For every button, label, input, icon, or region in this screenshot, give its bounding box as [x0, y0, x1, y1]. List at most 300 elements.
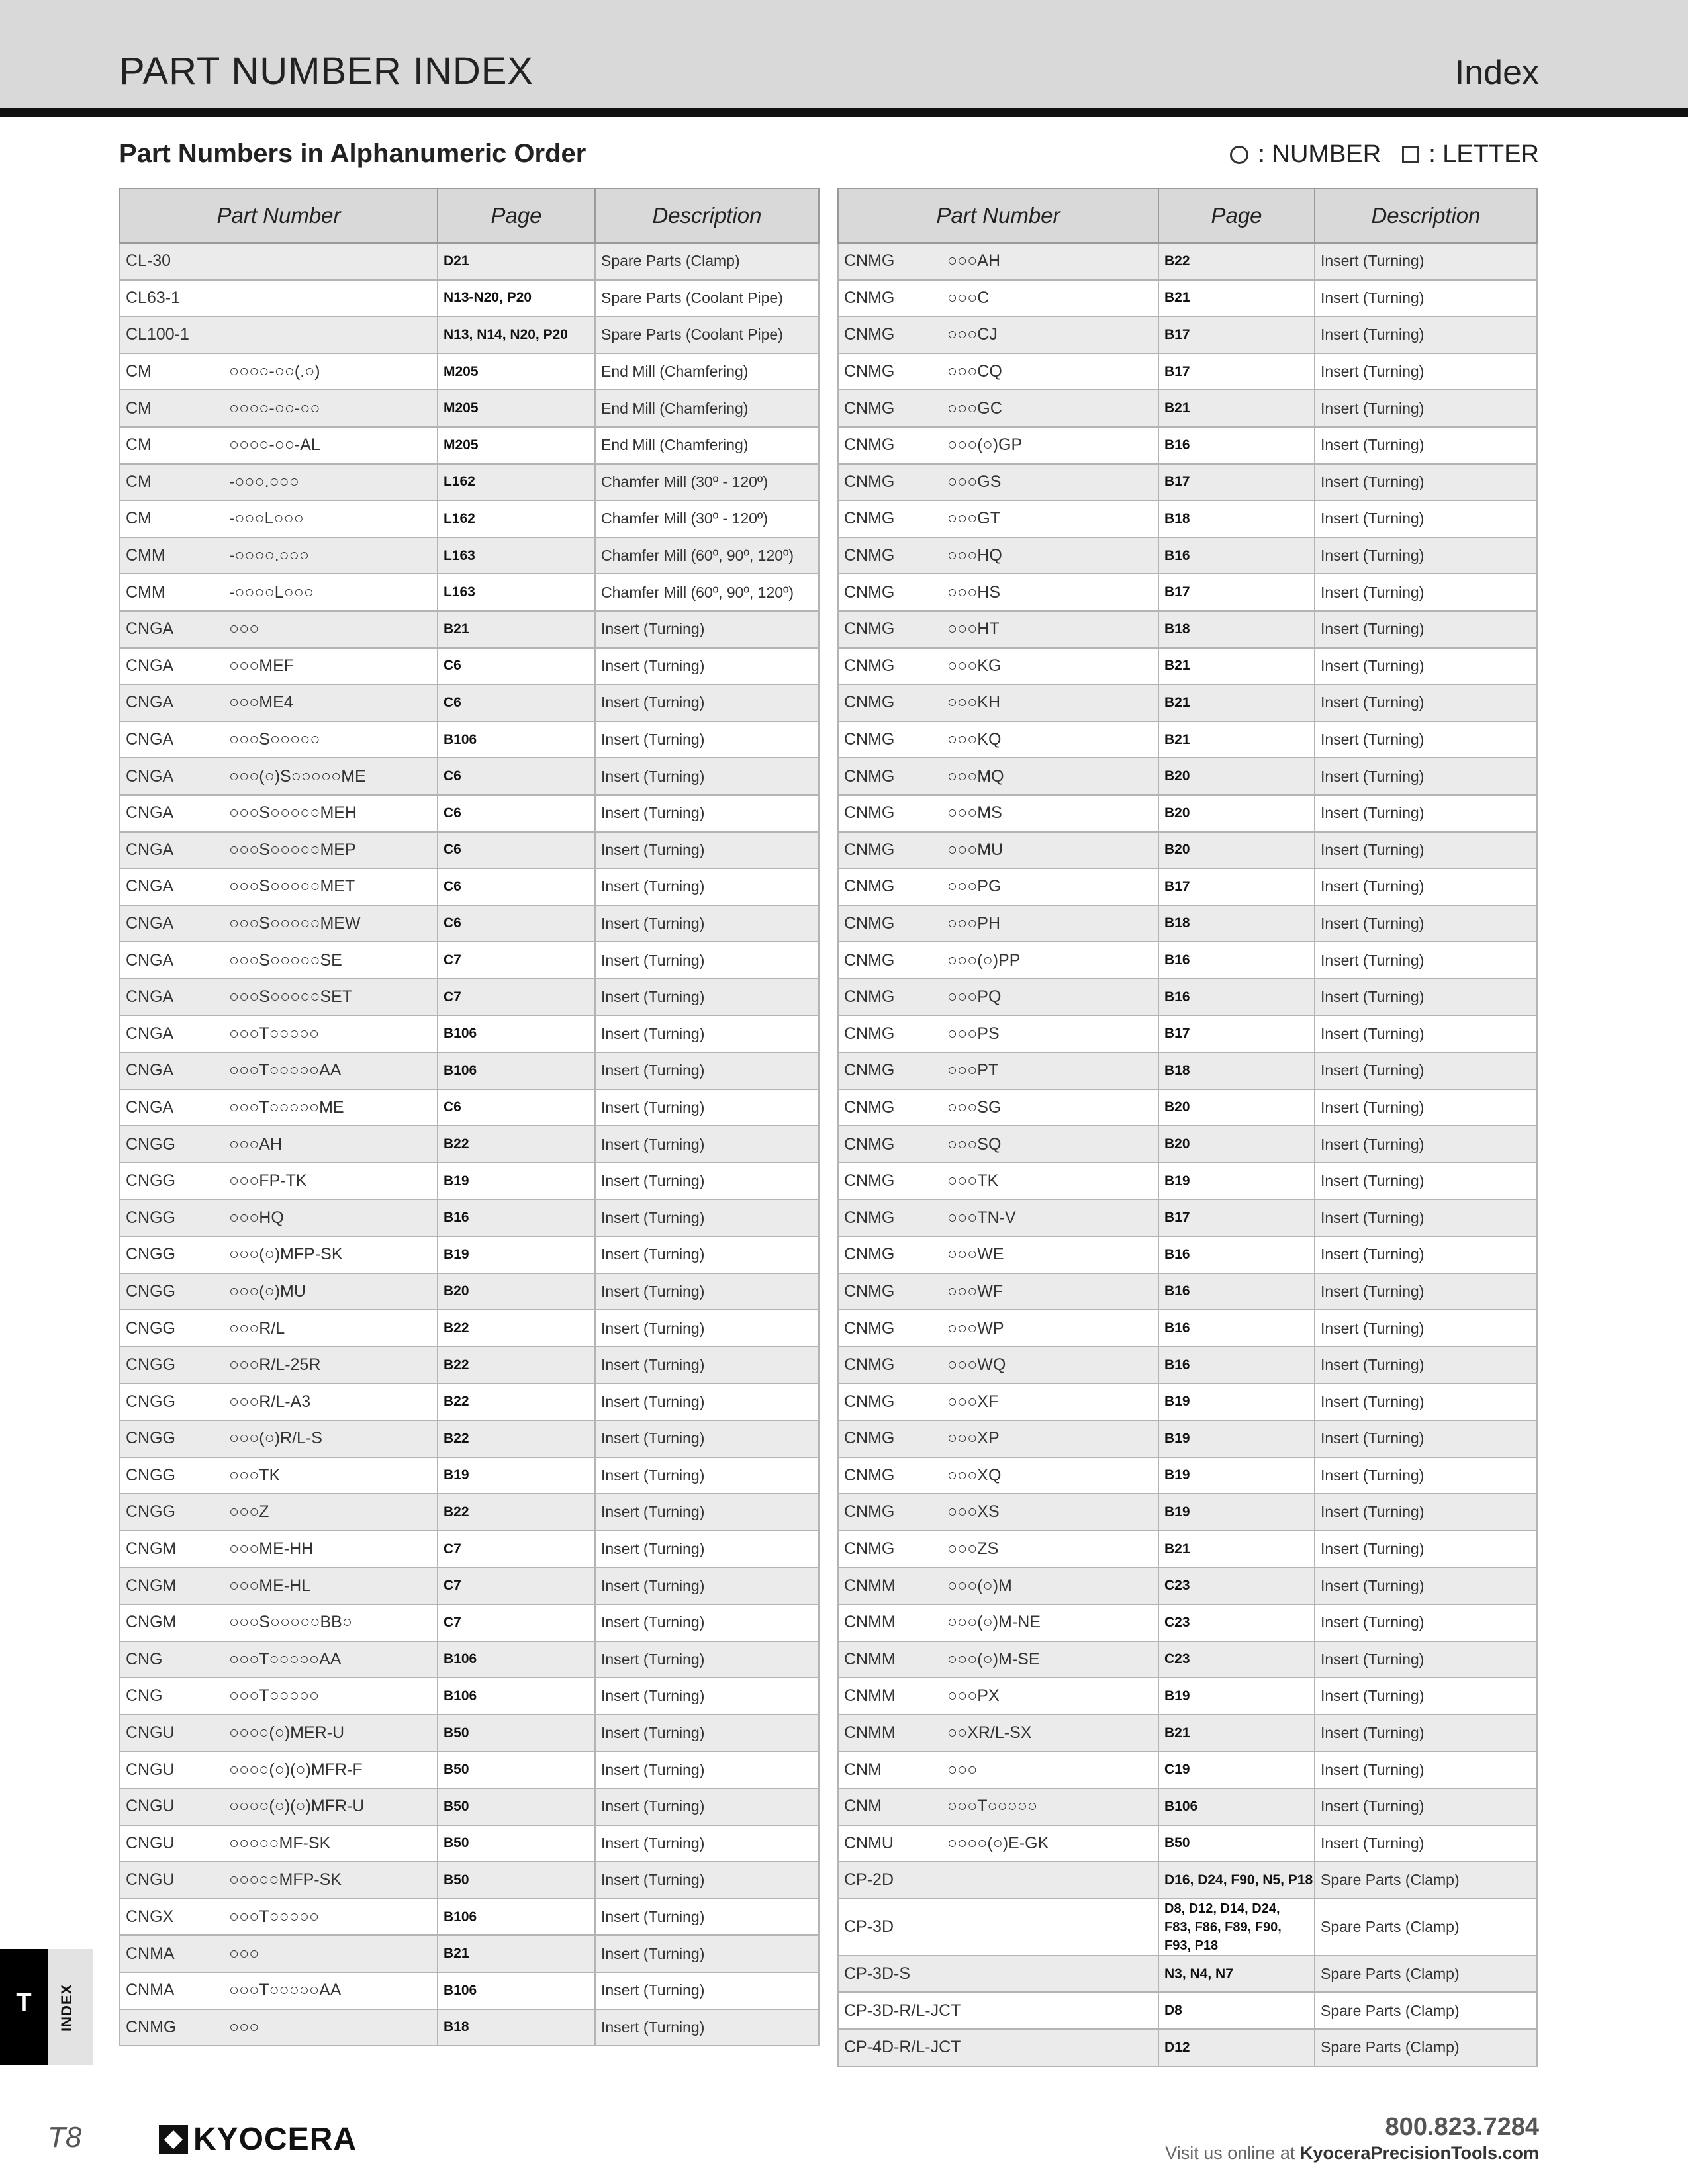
part-prefix: CNMG [844, 1502, 895, 1522]
description-cell: Insert (Turning) [1315, 537, 1537, 574]
table-row [120, 1163, 819, 1200]
part-suffix: ○○○(○)S○○○○○ME [229, 766, 366, 786]
part-suffix: ○○○S○○○○○MET [229, 877, 355, 896]
part-prefix: CNG [126, 1686, 163, 1706]
description-cell: Spare Parts (Clamp) [595, 243, 819, 280]
part-suffix: ○○○PT [947, 1061, 999, 1080]
kyocera-logo [159, 2121, 357, 2158]
page-cell: B17 [1158, 316, 1315, 353]
part-suffix: -○○○L○○○ [229, 509, 304, 528]
description-cell: Insert (Turning) [595, 684, 819, 721]
part-prefix: CNGU [126, 1833, 175, 1852]
description-cell: Chamfer Mill (30º - 120º) [595, 500, 819, 537]
part-prefix: CNMG [844, 288, 895, 307]
table-row [120, 1862, 819, 1899]
page-cell: C6 [438, 1089, 595, 1126]
part-number-cell [838, 1641, 1158, 1678]
description-cell: End Mill (Chamfering) [595, 390, 819, 427]
part-number-cell [838, 1825, 1158, 1862]
description-cell: Insert (Turning) [1315, 464, 1537, 501]
description-cell: Insert (Turning) [595, 611, 819, 648]
page-cell: C7 [438, 1567, 595, 1604]
part-suffix: -○○○○L○○○ [229, 582, 314, 602]
part-suffix: ○○○XF [947, 1392, 999, 1411]
part-prefix: CP-3D-R/L-JCT [844, 2001, 961, 2020]
table-row [120, 2009, 819, 2046]
table-row [838, 1678, 1537, 1715]
part-prefix: CNMG [844, 730, 895, 749]
part-prefix: CNMG [844, 693, 895, 712]
part-prefix: CNGG [126, 1281, 175, 1300]
part-number-cell [120, 1567, 438, 1604]
description-cell: Insert (Turning) [595, 979, 819, 1016]
part-prefix: CNGG [126, 1429, 175, 1448]
part-prefix: CNGA [126, 1097, 174, 1116]
part-number-cell [838, 1126, 1158, 1163]
part-number-cell [120, 1935, 438, 1972]
page-cell: B20 [1158, 758, 1315, 795]
part-suffix: ○○○T○○○○○ [229, 1686, 320, 1706]
table-row [838, 758, 1537, 795]
table-row [838, 1310, 1537, 1347]
table-row [838, 1992, 1537, 2029]
part-suffix: ○○○HS [947, 582, 1001, 602]
part-suffix: ○○○○-○○-○○ [229, 398, 320, 418]
side-tab-letter: T [16, 1989, 32, 2017]
part-number-cell [120, 1531, 438, 1568]
part-suffix: ○○○MU [947, 840, 1004, 859]
page-cell: B19 [1158, 1420, 1315, 1457]
table-row [120, 1604, 819, 1641]
description-cell: Insert (Turning) [595, 1862, 819, 1899]
part-suffix: ○○○ [229, 1944, 259, 1963]
table-row [838, 1862, 1537, 1899]
page-cell: B106 [438, 721, 595, 758]
table-row [120, 280, 819, 317]
part-prefix: CNMM [844, 1613, 896, 1632]
table-row [120, 1273, 819, 1310]
description-cell: Insert (Turning) [1315, 1567, 1537, 1604]
page-cell: B16 [1158, 537, 1315, 574]
table-row [838, 1126, 1537, 1163]
part-prefix: CNGG [126, 1465, 175, 1484]
description-cell: Insert (Turning) [1315, 1347, 1537, 1384]
description-cell: Insert (Turning) [1315, 1715, 1537, 1752]
part-number-cell [120, 832, 438, 869]
table-row [120, 1457, 819, 1494]
page-cell: N13-N20, P20 [438, 280, 595, 317]
part-suffix: -○○○.○○○ [229, 472, 299, 491]
description-cell: Chamfer Mill (60º, 90º, 120º) [595, 537, 819, 574]
page-cell: B18 [1158, 1052, 1315, 1089]
part-prefix: CP-2D [844, 1870, 894, 1889]
part-prefix: CNM [844, 1797, 882, 1816]
page-cell: B20 [1158, 795, 1315, 832]
part-number-cell [120, 316, 438, 353]
part-number-cell [120, 427, 438, 464]
part-number-cell [838, 1089, 1158, 1126]
description-cell: Insert (Turning) [1315, 942, 1537, 979]
description-cell: Insert (Turning) [595, 905, 819, 942]
table-row [120, 1015, 819, 1052]
table-row [120, 942, 819, 979]
page-cell: B21 [1158, 1531, 1315, 1568]
phone-number: 800.823.7284 [1385, 2113, 1539, 2141]
description-cell: Insert (Turning) [595, 1347, 819, 1384]
part-number-cell [838, 1383, 1158, 1420]
table-row [838, 1015, 1537, 1052]
page-cell: B17 [1158, 353, 1315, 390]
page-cell: M205 [438, 427, 595, 464]
description-cell: Insert (Turning) [595, 1715, 819, 1752]
part-number-cell [120, 1236, 438, 1273]
part-prefix: CNMU [844, 1833, 894, 1852]
page-cell: D8, D12, D14, D24, F83, F86, F89, F90, F93, P18 [1158, 1899, 1315, 1956]
part-suffix: ○○○GC [947, 398, 1002, 418]
description-cell: Insert (Turning) [1315, 1273, 1537, 1310]
part-number-cell [838, 721, 1158, 758]
page-cell: B106 [438, 1678, 595, 1715]
table-row [838, 868, 1537, 905]
part-prefix: CM [126, 509, 152, 528]
page-cell: B106 [438, 1015, 595, 1052]
part-prefix: CNMG [844, 398, 895, 418]
table-row [120, 353, 819, 390]
description-cell: Spare Parts (Clamp) [1315, 2029, 1537, 2066]
description-cell: Spare Parts (Clamp) [1315, 1862, 1537, 1899]
visit-prefix: Visit us online at [1165, 2143, 1295, 2163]
description-cell: Insert (Turning) [595, 1199, 819, 1236]
page-cell: C23 [1158, 1567, 1315, 1604]
part-prefix: CNGG [126, 1245, 175, 1264]
left-index-table [119, 188, 820, 2046]
table-header-row [120, 189, 819, 243]
page-cell: B106 [438, 1052, 595, 1089]
part-prefix: CNMG [844, 766, 895, 786]
page-cell: B16 [1158, 979, 1315, 1016]
table-row [120, 758, 819, 795]
part-suffix: ○○○TK [229, 1465, 281, 1484]
description-cell: Insert (Turning) [1315, 1678, 1537, 1715]
part-number-cell [120, 979, 438, 1016]
description-cell: Insert (Turning) [595, 1089, 819, 1126]
description-cell: Insert (Turning) [1315, 1199, 1537, 1236]
table-row [838, 1163, 1537, 1200]
description-cell: Insert (Turning) [595, 1015, 819, 1052]
table-row [838, 1494, 1537, 1531]
page-cell: L163 [438, 574, 595, 611]
part-suffix: ○○○T○○○○○ [229, 1907, 320, 1927]
page-cell: B17 [1158, 1015, 1315, 1052]
table-row [838, 1273, 1537, 1310]
page-cell: B22 [438, 1126, 595, 1163]
table-row [120, 1126, 819, 1163]
part-number-cell [838, 1567, 1158, 1604]
page-cell: B16 [1158, 427, 1315, 464]
part-suffix: ○○○○(○)(○)MFR-F [229, 1760, 363, 1779]
part-suffix: ○○○AH [947, 251, 1001, 271]
page-cell: B17 [1158, 574, 1315, 611]
table-row [120, 500, 819, 537]
table-row [120, 1494, 819, 1531]
table-row [838, 1751, 1537, 1788]
part-prefix: CNGU [126, 1797, 175, 1816]
part-suffix: ○○○ [947, 1760, 978, 1779]
description-cell: End Mill (Chamfering) [595, 353, 819, 390]
page-cell: B106 [438, 1641, 595, 1678]
page-cell: B16 [1158, 942, 1315, 979]
table-row [838, 1236, 1537, 1273]
table-row [120, 316, 819, 353]
column-header-description: Description [595, 189, 819, 243]
part-prefix: CNMG [844, 1097, 895, 1116]
page-cell: B50 [438, 1825, 595, 1862]
part-prefix: CNMM [844, 1686, 896, 1706]
part-suffix: ○○○○-○○-AL [229, 435, 320, 455]
column-header-part-number: Part Number [838, 189, 1158, 243]
description-cell: Insert (Turning) [595, 1310, 819, 1347]
right-index-table [837, 188, 1538, 2067]
page-cell: B16 [438, 1199, 595, 1236]
part-number-cell [120, 353, 438, 390]
part-suffix: ○○○WF [947, 1281, 1004, 1300]
part-prefix: CNMM [844, 1576, 896, 1595]
part-prefix: CNMG [844, 1024, 895, 1043]
part-number-cell [120, 500, 438, 537]
table-row [838, 905, 1537, 942]
part-number-cell [120, 464, 438, 501]
part-prefix: CNMG [126, 2017, 177, 2036]
part-suffix: ○○○SQ [947, 1134, 1002, 1154]
page-cell: B21 [1158, 1715, 1315, 1752]
table-header-row [838, 189, 1537, 243]
part-suffix: ○○○S○○○○○BB○ [229, 1613, 352, 1632]
table-row [838, 1899, 1537, 1956]
page-cell: B20 [1158, 832, 1315, 869]
description-cell: Spare Parts (Coolant Pipe) [595, 280, 819, 317]
description-cell: End Mill (Chamfering) [595, 427, 819, 464]
table-row [120, 427, 819, 464]
part-suffix: -○○○○.○○○ [229, 546, 309, 565]
part-prefix: CM [126, 472, 152, 491]
part-number-cell [838, 795, 1158, 832]
part-number-cell [838, 1751, 1158, 1788]
part-suffix: ○○○PH [947, 913, 1001, 933]
description-cell: Insert (Turning) [595, 1604, 819, 1641]
side-tab-word: INDEX [58, 1983, 75, 2032]
table-row [120, 574, 819, 611]
part-suffix: ○○○S○○○○○MEW [229, 913, 361, 933]
part-prefix: CNMG [844, 1245, 895, 1264]
part-prefix: CP-3D-S [844, 1964, 911, 1983]
description-cell: Insert (Turning) [1315, 1788, 1537, 1825]
part-number-cell [838, 1788, 1158, 1825]
page-cell: B106 [438, 1972, 595, 2009]
table-row [120, 648, 819, 685]
part-number-cell [120, 721, 438, 758]
description-cell: Insert (Turning) [1315, 500, 1537, 537]
part-prefix: CNMG [844, 1208, 895, 1227]
part-suffix: ○○○WQ [947, 1355, 1006, 1375]
part-prefix: CNMG [844, 1171, 895, 1191]
part-prefix: CNGA [126, 840, 174, 859]
part-suffix: ○○○○-○○(.○) [229, 362, 320, 381]
page-cell: B50 [438, 1862, 595, 1899]
page-number: T8 [48, 2121, 82, 2154]
part-number-cell [838, 500, 1158, 537]
part-number-cell [120, 611, 438, 648]
description-cell: Insert (Turning) [1315, 1383, 1537, 1420]
page-cell: C7 [438, 979, 595, 1016]
table-row [120, 868, 819, 905]
description-cell: Insert (Turning) [1315, 1015, 1537, 1052]
page-cell: B19 [438, 1163, 595, 1200]
part-number-cell [838, 611, 1158, 648]
part-prefix: CNMG [844, 325, 895, 344]
part-number-cell [838, 942, 1158, 979]
description-cell: Insert (Turning) [1315, 1641, 1537, 1678]
table-row [838, 1825, 1537, 1862]
part-prefix: CNGG [126, 1502, 175, 1522]
part-prefix: CNGA [126, 1061, 174, 1080]
part-prefix: CNGM [126, 1539, 177, 1559]
part-suffix: ○○○HQ [947, 546, 1002, 565]
part-prefix: CNMG [844, 582, 895, 602]
part-prefix: CNMG [844, 1539, 895, 1559]
part-prefix: CNMG [844, 803, 895, 823]
part-number-cell [120, 2009, 438, 2046]
legend-letter-label: : LETTER [1429, 140, 1539, 168]
description-cell: Insert (Turning) [1315, 1236, 1537, 1273]
page-cell: L162 [438, 464, 595, 501]
part-number-cell [120, 1052, 438, 1089]
part-prefix: CNMG [844, 546, 895, 565]
table-row [120, 979, 819, 1016]
table-row [120, 390, 819, 427]
part-suffix: ○○○FP-TK [229, 1171, 307, 1191]
part-suffix: ○○○C [947, 288, 990, 307]
part-number-cell [838, 1236, 1158, 1273]
description-cell: Insert (Turning) [595, 1494, 819, 1531]
description-cell: Insert (Turning) [1315, 1531, 1537, 1568]
part-number-cell [838, 464, 1158, 501]
table-row [838, 1956, 1537, 1993]
table-row [120, 721, 819, 758]
page-cell: C19 [1158, 1751, 1315, 1788]
part-suffix: ○○○KG [947, 656, 1002, 675]
part-number-cell [838, 1531, 1158, 1568]
part-prefix: CM [126, 398, 152, 418]
table-row [838, 353, 1537, 390]
description-cell: Insert (Turning) [1315, 611, 1537, 648]
part-prefix: CNMA [126, 1944, 175, 1963]
part-number-cell [120, 905, 438, 942]
table-row [838, 1604, 1537, 1641]
column-header-part-number: Part Number [120, 189, 438, 243]
table-row [838, 280, 1537, 317]
page-cell: B21 [1158, 280, 1315, 317]
part-prefix: CNMM [844, 1723, 896, 1743]
page-cell: B22 [1158, 243, 1315, 280]
part-prefix: CNGA [126, 803, 174, 823]
table-row [120, 537, 819, 574]
description-cell: Insert (Turning) [1315, 1751, 1537, 1788]
part-suffix: ○○○S○○○○○MEP [229, 840, 356, 859]
part-prefix: CL100-1 [126, 325, 189, 344]
description-cell: Insert (Turning) [1315, 390, 1537, 427]
part-number-cell [120, 1972, 438, 2009]
part-number-cell [838, 684, 1158, 721]
description-cell: Insert (Turning) [1315, 1089, 1537, 1126]
description-cell: Insert (Turning) [1315, 868, 1537, 905]
page-cell: B17 [1158, 464, 1315, 501]
part-suffix: ○○○S○○○○○SE [229, 950, 342, 970]
part-prefix: CNMA [126, 1981, 175, 2000]
part-prefix: CNMG [844, 619, 895, 639]
part-prefix: CL63-1 [126, 288, 180, 307]
page-cell: B21 [1158, 721, 1315, 758]
part-number-cell [120, 1899, 438, 1936]
page-cell: N13, N14, N20, P20 [438, 316, 595, 353]
part-suffix: ○○○XS [947, 1502, 1000, 1522]
page-cell: B21 [1158, 684, 1315, 721]
part-suffix: ○○○GS [947, 472, 1002, 491]
description-cell: Insert (Turning) [1315, 353, 1537, 390]
table-row [120, 464, 819, 501]
description-cell: Insert (Turning) [595, 868, 819, 905]
description-cell: Insert (Turning) [1315, 758, 1537, 795]
part-number-cell [838, 1956, 1158, 1993]
part-prefix: CNMG [844, 1392, 895, 1411]
table-row [838, 1457, 1537, 1494]
column-header-page: Page [1158, 189, 1315, 243]
page-cell: B22 [438, 1420, 595, 1457]
table-row [838, 2029, 1537, 2066]
page-cell: L163 [438, 537, 595, 574]
page-cell: B21 [1158, 390, 1315, 427]
description-cell: Insert (Turning) [1315, 280, 1537, 317]
page-cell: C6 [438, 905, 595, 942]
part-number-cell [838, 390, 1158, 427]
logo-text: KYOCERA [193, 2122, 357, 2157]
description-cell: Insert (Turning) [595, 1531, 819, 1568]
part-suffix: ○○○(○)M [947, 1576, 1012, 1595]
page-cell: C7 [438, 942, 595, 979]
table-row [120, 1531, 819, 1568]
part-number-cell [838, 1310, 1158, 1347]
part-prefix: CNMG [844, 251, 895, 271]
part-prefix: CNMM [844, 1649, 896, 1668]
part-number-cell [838, 1862, 1158, 1899]
part-suffix: ○○○KQ [947, 730, 1002, 749]
table-row [838, 1383, 1537, 1420]
page-cell: D16, D24, F90, N5, P18 [1158, 1862, 1315, 1899]
page-cell: B106 [438, 1899, 595, 1936]
website-link[interactable]: KyoceraPrecisionTools.com [1299, 2143, 1539, 2163]
square-icon [1402, 146, 1419, 163]
page-cell: B50 [1158, 1825, 1315, 1862]
description-cell: Insert (Turning) [595, 1052, 819, 1089]
part-suffix: ○○○ME-HH [229, 1539, 314, 1559]
part-number-cell [838, 2029, 1158, 2066]
part-prefix: CNMG [844, 840, 895, 859]
part-prefix: CNM [844, 1760, 882, 1779]
part-prefix: CP-4D-R/L-JCT [844, 2038, 961, 2057]
description-cell: Insert (Turning) [595, 1420, 819, 1457]
table-row [838, 979, 1537, 1016]
part-prefix: CNGA [126, 619, 174, 639]
part-number-cell [120, 1494, 438, 1531]
